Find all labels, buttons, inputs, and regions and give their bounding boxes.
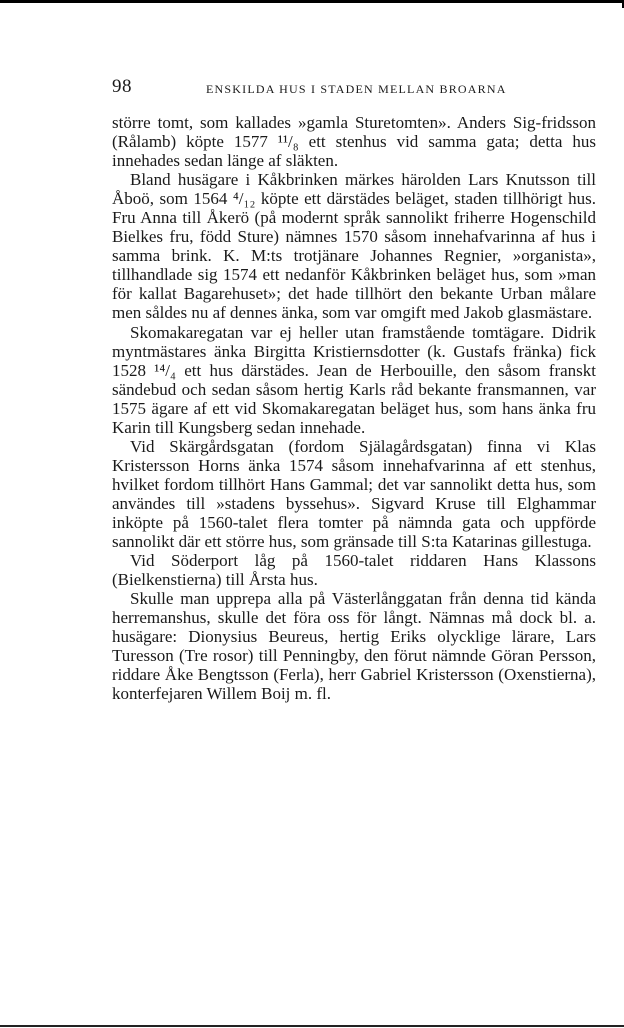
paragraph-skomakaregatan: Skomakaregatan var ej heller utan framstående tomtägare. Didrik myntmästares änka Birgitta Kristiernsdotter (k. Gustafs fränka) fick 1528 ¹⁴/₄ ett hus därstädes. Jean de Herbouille, den såsom franskt sändebud och sedan såsom hertig Karls råd bekante fransmannen, var 1575 ägare af ett vid Skomakaregatan beläget hus, som hans änka fru Karin till Kungsberg sedan innehade. xyxy=(112,322,596,437)
paragraph-soderport: Vid Söderport låg på 1560-talet riddaren Hans Klassons (Bielkenstierna) till Årsta hus. xyxy=(112,551,596,590)
page-header xyxy=(112,76,600,100)
top-scan-edge xyxy=(0,0,624,3)
paragraph-vasterlanggatan: Skulle man upprepa alla på Västerlånggatan från denna tid kända herremanshus, skulle det föra oss för långt. Nämnas må dock bl. a. husägare: Dionysius Beureus, hertig Eriks olycklige lärare, Lars Turesson (Tre rosor) till Penningby, den förut nämnde Göran Persson, riddare Åke Bengtsson (Ferla), herr Gabriel Kristersson (Oxenstierna), konterfejaren Willem Boij m. fl. xyxy=(112,589,596,704)
bottom-scan-edge xyxy=(0,1025,624,1027)
running-head: ENSKILDA HUS I STADEN MELLAN BROARNA xyxy=(206,82,507,96)
paragraph-skargardsgatan: Vid Skärgårdsgatan (fordom Själagårdsgatan) finna vi Klas Kristersson Horns änka 1574 såsom innehafvarinna af ett stenhus, hvilket fordom tillhört Hans Gammal; det var sannolikt detta hus, som användes till »stadens byssehus». Sigvard Kruse till Elghammar inköpte på 1560-talet flera tomter på nämnda gata och uppförde sannolikt där ett större hus, som gränsade till S:ta Katarinas gillestuga. xyxy=(112,436,596,552)
body-text xyxy=(112,113,596,703)
paragraph-kakbrinken: Bland husägare i Kåkbrinken märkes härolden Lars Knutsson till Åboö, som 1564 ⁴/₁₂ köpte ett därstädes beläget, staden tillhörigt hus. Fru Anna till Åkerö (på modernt språk sannolikt friherre Hogenschild Bielkes fru, född Sture) nämnes 1570 såsom innehafvarinna af hus i samma brink. K. M:ts trotjänare Johannes Regnier, »organista», tillhandlade sig 1574 ett nedanför Kåkbrinken beläget hus, som »man för kallat Bagarehuset»; det hade tillhört den bekante Urban målare men såldes nu af dennes änka, som var omgift med Jakob glasmästare. xyxy=(112,170,596,323)
paragraph-sturetomten: större tomt, som kallades »gamla Sturetomten». Anders Sig-fridsson (Rålamb) köpte 1577 ¹¹/₈ ett stenhus vid samma gata; detta hus innehades sedan länge af släkten. xyxy=(112,113,596,171)
page-number: 98 xyxy=(112,76,132,97)
